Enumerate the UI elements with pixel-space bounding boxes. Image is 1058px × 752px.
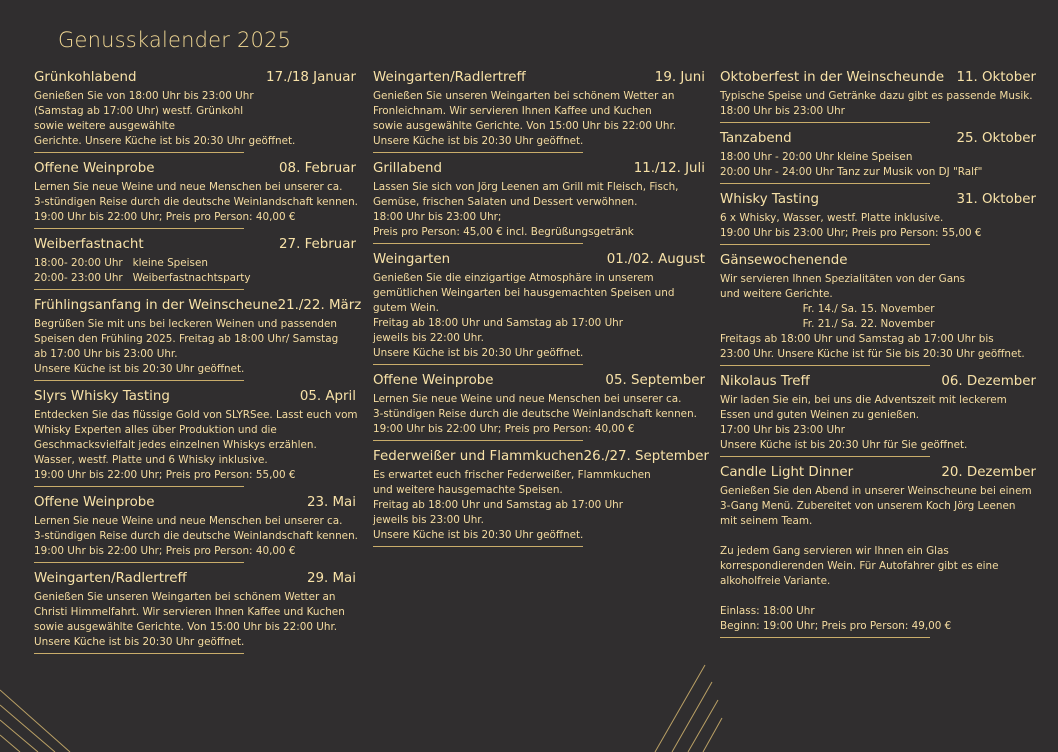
event-candle-light-dinner xyxy=(720,465,1036,638)
page-title: Genusskalender 2025 xyxy=(58,28,292,52)
event-header xyxy=(373,373,705,388)
column-2 xyxy=(373,70,710,555)
event-date: 23. Mai xyxy=(306,495,356,510)
event-description xyxy=(720,89,1036,119)
description-line: 23:00 Uhr. Unsere Küche ist für Sie bis 20:30 Uhr geöffnet. xyxy=(720,348,1025,360)
column-1 xyxy=(34,70,362,662)
divider xyxy=(720,122,930,123)
description-line: sowie weitere ausgewählte xyxy=(34,120,175,132)
description-line: Lernen Sie neue Weine und neue Menschen bei unserer ca. xyxy=(34,181,343,193)
event-title: Offene Weinprobe xyxy=(34,161,155,176)
divider xyxy=(34,562,244,563)
description-line: Es erwartet euch frischer Federweißer, Flammkuchen xyxy=(373,469,651,481)
event-date: 05. April xyxy=(299,389,356,404)
description-line: Genießen Sie von 18:00 Uhr bis 23:00 Uhr xyxy=(34,90,254,102)
event-description xyxy=(720,393,1036,453)
event-description xyxy=(720,272,1036,362)
description-line: Entdecken Sie das flüssige Gold von SLYRSee. Lasst euch vom xyxy=(34,409,358,421)
description-line: Unsere Küche ist bis 20:30 Uhr geöffnet. xyxy=(373,347,584,359)
event-header xyxy=(34,298,362,313)
description-line: Speisen den Frühling 2025. Freitag ab 18:00 Uhr/ Samstag xyxy=(34,333,339,345)
description-line xyxy=(720,589,1036,604)
event-description xyxy=(34,317,356,377)
description-line: Christi Himmelfahrt. Wir servieren Ihnen Kaffee und Kuchen xyxy=(34,606,345,618)
description-line: 19:00 Uhr bis 22:00 Uhr; Preis pro Person: 40,00 € xyxy=(34,545,296,557)
description-line: 18:00 Uhr bis 23:00 Uhr xyxy=(720,105,845,117)
divider xyxy=(373,546,583,547)
description-line: 18:00- 20:00 Uhr kleine Speisen xyxy=(34,257,208,269)
description-line: Genießen Sie unseren Weingarten bei schönem Wetter an xyxy=(34,591,336,603)
description-line: 19:00 Uhr bis 22:00 Uhr; Preis pro Person: 40,00 € xyxy=(34,211,296,223)
description-line: Wir laden Sie ein, bei uns die Adventszeit mit leckerem xyxy=(720,394,1007,406)
description-line: Genießen Sie unseren Weingarten bei schönem Wetter an xyxy=(373,90,675,102)
event-title: Offene Weinprobe xyxy=(373,373,494,388)
event-title: Weingarten xyxy=(373,252,451,267)
event-description xyxy=(34,89,356,149)
event-nikolaus-treff xyxy=(720,374,1036,457)
event-header xyxy=(34,161,356,176)
description-line: Unsere Küche ist bis 20:30 Uhr geöffnet. xyxy=(373,135,584,147)
event-description xyxy=(720,484,1036,634)
divider xyxy=(720,365,930,366)
divider xyxy=(373,152,583,153)
description-line: und weitere hausgemachte Speisen. xyxy=(373,484,563,496)
description-line: 6 x Whisky, Wasser, westf. Platte inklusive. xyxy=(720,212,944,224)
description-line: Freitags ab 18:00 Uhr und Samstag ab 17:00 Uhr bis xyxy=(720,333,994,345)
event-title: Slyrs Whisky Tasting xyxy=(34,389,170,404)
event-description xyxy=(373,271,705,361)
event-header xyxy=(373,161,705,176)
description-line: 3-stündigen Reise durch die deutsche Weinlandschaft kennen. xyxy=(373,408,697,420)
event-whisky-tasting xyxy=(720,192,1036,245)
description-line: Gemüse, frischen Salaten und Dessert verwöhnen. xyxy=(373,196,638,208)
description-line: 18:00 Uhr - 20:00 Uhr kleine Speisen xyxy=(720,151,913,163)
divider xyxy=(720,183,930,184)
event-header xyxy=(34,70,356,85)
description-line: Gerichte. Unsere Küche ist bis 20:30 Uhr geöffnet. xyxy=(34,135,296,147)
event-gr-nkohlabend xyxy=(34,70,356,153)
event-date: 25. Oktober xyxy=(956,131,1036,146)
description-line: Fr. 21./ Sa. 22. November xyxy=(720,318,935,330)
description-line: Typische Speise und Getränke dazu gibt es passende Musik. xyxy=(720,90,1033,102)
divider xyxy=(373,243,583,244)
description-line: 19:00 Uhr bis 23:00 Uhr; Preis pro Person: 55,00 € xyxy=(720,227,982,239)
event-header xyxy=(720,70,1036,85)
divider xyxy=(720,637,930,638)
event-description xyxy=(34,408,356,483)
description-line: jeweils bis 22:00 Uhr. xyxy=(373,332,484,344)
description-line: Freitag ab 18:00 Uhr und Samstag ab 17:00 Uhr xyxy=(373,317,624,329)
event-title: Candle Light Dinner xyxy=(720,465,854,480)
event-description xyxy=(720,211,1036,241)
description-line: Freitag ab 18:00 Uhr und Samstag ab 17:00 Uhr xyxy=(373,499,624,511)
event-offene-weinprobe xyxy=(34,495,356,563)
event-header xyxy=(373,449,710,464)
description-line: korrespondierenden Wein. Für Autofahrer gibt es eine xyxy=(720,560,999,572)
event-fr-hlingsanfang-in-der-weinscheune xyxy=(34,298,362,381)
event-date: 26./27. September xyxy=(583,449,710,464)
event-weingarten-radlertreff xyxy=(34,571,356,654)
event-date: 05. September xyxy=(605,373,705,388)
description-line: 18:00 Uhr bis 23:00 Uhr; xyxy=(373,211,502,223)
divider xyxy=(34,228,244,229)
event-date: 17./18 Januar xyxy=(266,70,356,85)
description-line: alkoholfreie Variante. xyxy=(720,575,831,587)
description-line: 20:00 Uhr - 24:00 Uhr Tanz zur Musik von DJ "Ralf" xyxy=(720,166,983,178)
divider xyxy=(34,486,244,487)
column-3 xyxy=(720,70,1036,646)
description-line: Fr. 14./ Sa. 15. November xyxy=(720,303,935,315)
description-line: Essen und guten Weinen zu genießen. xyxy=(720,409,920,421)
event-tanzabend xyxy=(720,131,1036,184)
description-line: Wir servieren Ihnen Spezialitäten von der Gans xyxy=(720,273,966,285)
event-description xyxy=(34,514,356,559)
description-line: mit seinem Team. xyxy=(720,515,813,527)
event-title: Nikolaus Treff xyxy=(720,374,810,389)
event-description xyxy=(373,468,705,543)
description-line: 20:00- 23:00 Uhr Weiberfastnachtsparty xyxy=(34,272,251,284)
event-title: Oktoberfest in der Weinscheunde xyxy=(720,70,945,85)
divider xyxy=(34,380,244,381)
event-description xyxy=(720,150,1036,180)
event-description xyxy=(373,89,705,149)
description-line: gemütlichen Weingarten bei hausgemachten Speisen und xyxy=(373,287,675,299)
description-line: und weitere Gerichte. xyxy=(720,288,833,300)
event-title: Whisky Tasting xyxy=(720,192,819,207)
event-title: Frühlingsanfang in der Weinscheune xyxy=(34,298,278,313)
event-description xyxy=(34,180,356,225)
description-line: Lernen Sie neue Weine und neue Menschen bei unserer ca. xyxy=(34,515,343,527)
event-date: 27. Februar xyxy=(279,237,356,252)
event-weingarten-radlertreff xyxy=(373,70,705,153)
description-line: Genießen Sie die einzigartige Atmosphäre in unserem xyxy=(373,272,654,284)
divider xyxy=(34,289,244,290)
description-line: 19:00 Uhr bis 22:00 Uhr; Preis pro Person: 40,00 € xyxy=(373,423,635,435)
description-line: sowie ausgewählte Gerichte. Von 15:00 Uhr bis 22:00 Uhr. xyxy=(34,621,338,633)
event-date: 08. Februar xyxy=(279,161,356,176)
event-title: Grünkohlabend xyxy=(34,70,137,85)
description-line: 3-Gang Menü. Zubereitet von unserem Koch Jörg Leenen xyxy=(720,500,1016,512)
event-date: 19. Juni xyxy=(654,70,705,85)
event-title: Grillabend xyxy=(373,161,442,176)
description-line: Unsere Küche ist bis 20:30 Uhr geöffnet. xyxy=(34,363,245,375)
event-date: 11. Oktober xyxy=(956,70,1036,85)
description-line: ab 17:00 Uhr bis 23:00 Uhr. xyxy=(34,348,178,360)
event-title: Gänsewochenende xyxy=(720,253,848,268)
description-line: Lernen Sie neue Weine und neue Menschen bei unserer ca. xyxy=(373,393,682,405)
description-line: Begrüßen Sie mit uns bei leckeren Weinen und passenden xyxy=(34,318,338,330)
event-oktoberfest-in-der-weinscheunde xyxy=(720,70,1036,123)
description-line: Preis pro Person: 45,00 € incl. Begrüßungsgetränk xyxy=(373,226,634,238)
description-line: Geschmacksvielfalt jedes einzelnen Whiskys erzählen. xyxy=(34,439,317,451)
description-line: Beginn: 19:00 Uhr; Preis pro Person: 49,00 € xyxy=(720,620,952,632)
description-line: Einlass: 18:00 Uhr xyxy=(720,605,815,617)
event-header xyxy=(720,131,1036,146)
event-date: 31. Oktober xyxy=(956,192,1036,207)
event-header xyxy=(34,389,356,404)
description-line: gutem Wein. xyxy=(373,302,439,314)
event-weiberfastnacht xyxy=(34,237,356,290)
event-title: Weiberfastnacht xyxy=(34,237,144,252)
event-date: 01./02. August xyxy=(606,252,705,267)
divider xyxy=(34,653,244,654)
event-offene-weinprobe xyxy=(34,161,356,229)
description-line: Unsere Küche ist bis 20:30 Uhr geöffnet. xyxy=(373,529,584,541)
description-line: (Samstag ab 17:00 Uhr) westf. Grünkohl xyxy=(34,105,244,117)
description-line: Lassen Sie sich von Jörg Leenen am Grill mit Fleisch, Fisch, xyxy=(373,181,679,193)
event-federwei-er-und-flammkuchen xyxy=(373,449,710,547)
description-line: Zu jedem Gang servieren wir Ihnen ein Glas xyxy=(720,545,949,557)
description-line: jeweils bis 23:00 Uhr. xyxy=(373,514,484,526)
event-offene-weinprobe xyxy=(373,373,705,441)
description-line: 19:00 Uhr bis 22:00 Uhr; Preis pro Person: 55,00 € xyxy=(34,469,296,481)
description-line: 3-stündigen Reise durch die deutsche Weinlandschaft kennen. xyxy=(34,196,358,208)
event-date: 11./12. Juli xyxy=(633,161,705,176)
event-header xyxy=(720,465,1036,480)
event-header xyxy=(373,70,705,85)
event-header xyxy=(34,495,356,510)
event-date: 06. Dezember xyxy=(941,374,1036,389)
event-header xyxy=(720,192,1036,207)
event-g-nsewochenende xyxy=(720,253,1036,366)
event-description xyxy=(34,256,356,286)
event-description xyxy=(34,590,356,650)
description-line: Wasser, westf. Platte und 6 Whisky inklusive. xyxy=(34,454,268,466)
event-grillabend xyxy=(373,161,705,244)
description-line: Unsere Küche ist bis 20:30 Uhr geöffnet. xyxy=(34,636,245,648)
event-weingarten xyxy=(373,252,705,365)
event-header xyxy=(720,374,1036,389)
divider xyxy=(720,244,930,245)
divider xyxy=(720,456,930,457)
event-title: Offene Weinprobe xyxy=(34,495,155,510)
event-header xyxy=(373,252,705,267)
event-title: Weingarten/Radlertreff xyxy=(34,571,187,586)
event-date: 21./22. März xyxy=(277,298,362,313)
description-line: 17:00 Uhr bis 23:00 Uhr xyxy=(720,424,845,436)
description-line: Whisky Experten alles über Produktion und die xyxy=(34,424,277,436)
event-header xyxy=(34,571,356,586)
event-date: 20. Dezember xyxy=(941,465,1036,480)
event-title: Federweißer und Flammkuchen xyxy=(373,449,584,464)
divider xyxy=(34,152,244,153)
description-line: sowie ausgewählte Gerichte. Von 15:00 Uhr bis 22:00 Uhr. xyxy=(373,120,677,132)
event-description xyxy=(373,180,705,240)
divider xyxy=(373,364,583,365)
event-header xyxy=(720,253,1036,268)
description-line: Fronleichnam. Wir servieren Ihnen Kaffee und Kuchen xyxy=(373,105,652,117)
event-description xyxy=(373,392,705,437)
event-header xyxy=(34,237,356,252)
event-title: Weingarten/Radlertreff xyxy=(373,70,526,85)
event-title: Tanzabend xyxy=(720,131,792,146)
description-line: Unsere Küche ist bis 20:30 Uhr für Sie geöffnet. xyxy=(720,439,968,451)
description-line: Genießen Sie den Abend in unserer Weinscheune bei einem xyxy=(720,485,1032,497)
event-date: 29. Mai xyxy=(306,571,356,586)
event-slyrs-whisky-tasting xyxy=(34,389,356,487)
divider xyxy=(373,440,583,441)
description-line: 3-stündigen Reise durch die deutsche Weinlandschaft kennen. xyxy=(34,530,358,542)
description-line xyxy=(720,529,1036,544)
